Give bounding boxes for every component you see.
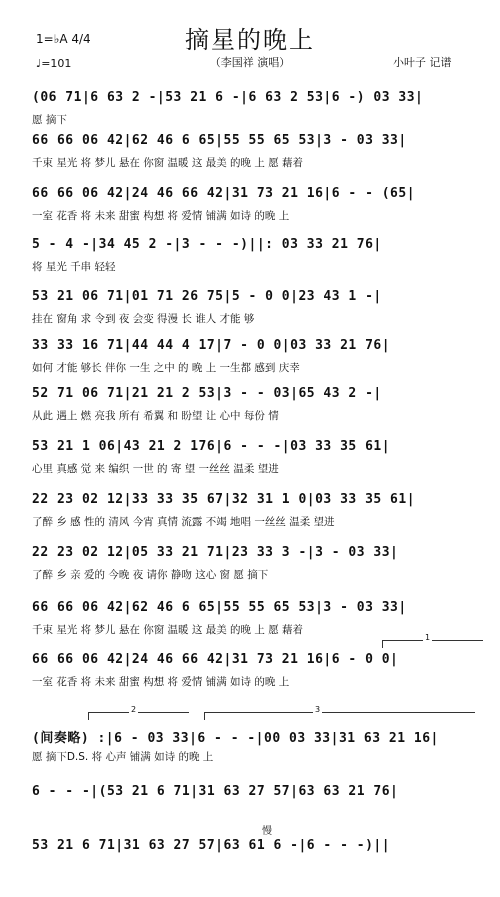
notation-line: 66 66 06 42|24 46 66 42|31 73 21 16|6 - - (65| <box>32 186 416 201</box>
tempo-slow-marking: 慢 <box>262 826 272 837</box>
lyric-line: 一室 花香 将 未来 甜蜜 构想 将 爱情 铺满 如诗 的晚 上 <box>32 210 290 222</box>
notation-line: (06 71|6 63 2 -|53 21 6 -|6 63 2 53|6 -) 03 33| <box>32 90 424 105</box>
key-signature: 1=♭A 4/4 <box>36 32 91 46</box>
notation-line: 5 - 4 -|34 45 2 -|3 - - -)||: 03 33 21 76| <box>32 237 382 252</box>
notation-line: 33 33 16 71|44 44 4 17|7 - 0 0|03 33 21 76| <box>32 338 391 353</box>
notation-line: 53 21 1 06|43 21 2 176|6 - - -|03 33 35 61| <box>32 439 391 454</box>
notation-line: 66 66 06 42|62 46 6 65|55 55 65 53|3 - 03 33| <box>32 600 407 615</box>
lyric-line: 愿 摘下 <box>32 114 67 126</box>
notation-line: 22 23 02 12|05 33 21 71|23 33 3 -|3 - 03 33| <box>32 545 399 560</box>
notation-line: 53 21 06 71|01 71 26 75|5 - 0 0|23 43 1 -| <box>32 289 382 304</box>
volta-bracket-3 <box>204 705 475 720</box>
volta-bracket-1 <box>382 633 483 648</box>
transcriber-credit: 小叶子 记谱 <box>393 56 452 69</box>
lyric-line: 千束 星光 将 梦儿 悬在 你窗 温暖 这 最美 的晚 上 愿 藉着 <box>32 624 304 636</box>
lyric-line: 从此 遇上 燃 亮我 所有 希翼 和 盼望 让 心中 每份 情 <box>32 410 279 422</box>
notation-line: 22 23 02 12|33 33 35 67|32 31 1 0|03 33 35 61| <box>32 492 416 507</box>
volta-bracket-2 <box>88 705 189 720</box>
notation-line: 66 66 06 42|24 46 66 42|31 73 21 16|6 - 0 0| <box>32 652 399 667</box>
lyric-line: 如何 才能 够长 伴你 一生 之中 的 晚 上 一生都 感到 庆幸 <box>32 362 300 374</box>
lyric-line: 一室 花香 将 未来 甜蜜 构想 将 爱情 铺满 如诗 的晚 上 <box>32 676 290 688</box>
singer-credit: （李国祥 演唱） <box>209 56 291 69</box>
volta-number: 2 <box>131 705 137 714</box>
lyric-line: 挂在 窗角 求 令到 夜 会变 得漫 长 谁人 才能 够 <box>32 313 255 325</box>
lyric-line: 了醉 乡 感 性的 清风 今宵 真情 流露 不竭 地唱 一丝丝 温柔 望进 <box>32 516 335 528</box>
lyric-line: 了醉 乡 亲 爱的 今晚 夜 请你 静吻 这心 窗 愿 摘下 <box>32 569 269 581</box>
lyric-line: 愿 摘下D.S. 将 心声 铺满 如诗 的晚 上 <box>32 751 214 763</box>
volta-number: 1 <box>425 633 431 642</box>
song-title: 摘星的晚上 <box>185 26 315 54</box>
lyric-line: 心里 真感 觉 来 编织 一世 的 寄 望 一丝丝 温柔 望进 <box>32 463 279 475</box>
notation-line: 53 21 6 71|31 63 27 57|63 61 6 -|6 - - -)|| <box>32 838 391 853</box>
lyric-line: 将 星光 千串 轻轻 <box>32 261 116 273</box>
lyric-line: 千束 星光 将 梦儿 悬在 你窗 温暖 这 最美 的晚 上 愿 藉着 <box>32 157 304 169</box>
notation-line: 6 - - -|(53 21 6 71|31 63 27 57|63 63 21 76| <box>32 784 399 799</box>
tempo-marking: ♩=101 <box>36 57 72 70</box>
notation-line: 66 66 06 42|62 46 6 65|55 55 65 53|3 - 03 33| <box>32 133 407 148</box>
volta-number: 3 <box>315 705 321 714</box>
notation-line: (间奏略) :|6 - 03 33|6 - - -|00 03 33|31 63 21 16| <box>32 731 439 746</box>
notation-line: 52 71 06 71|21 21 2 53|3 - - 03|65 43 2 -| <box>32 386 382 401</box>
